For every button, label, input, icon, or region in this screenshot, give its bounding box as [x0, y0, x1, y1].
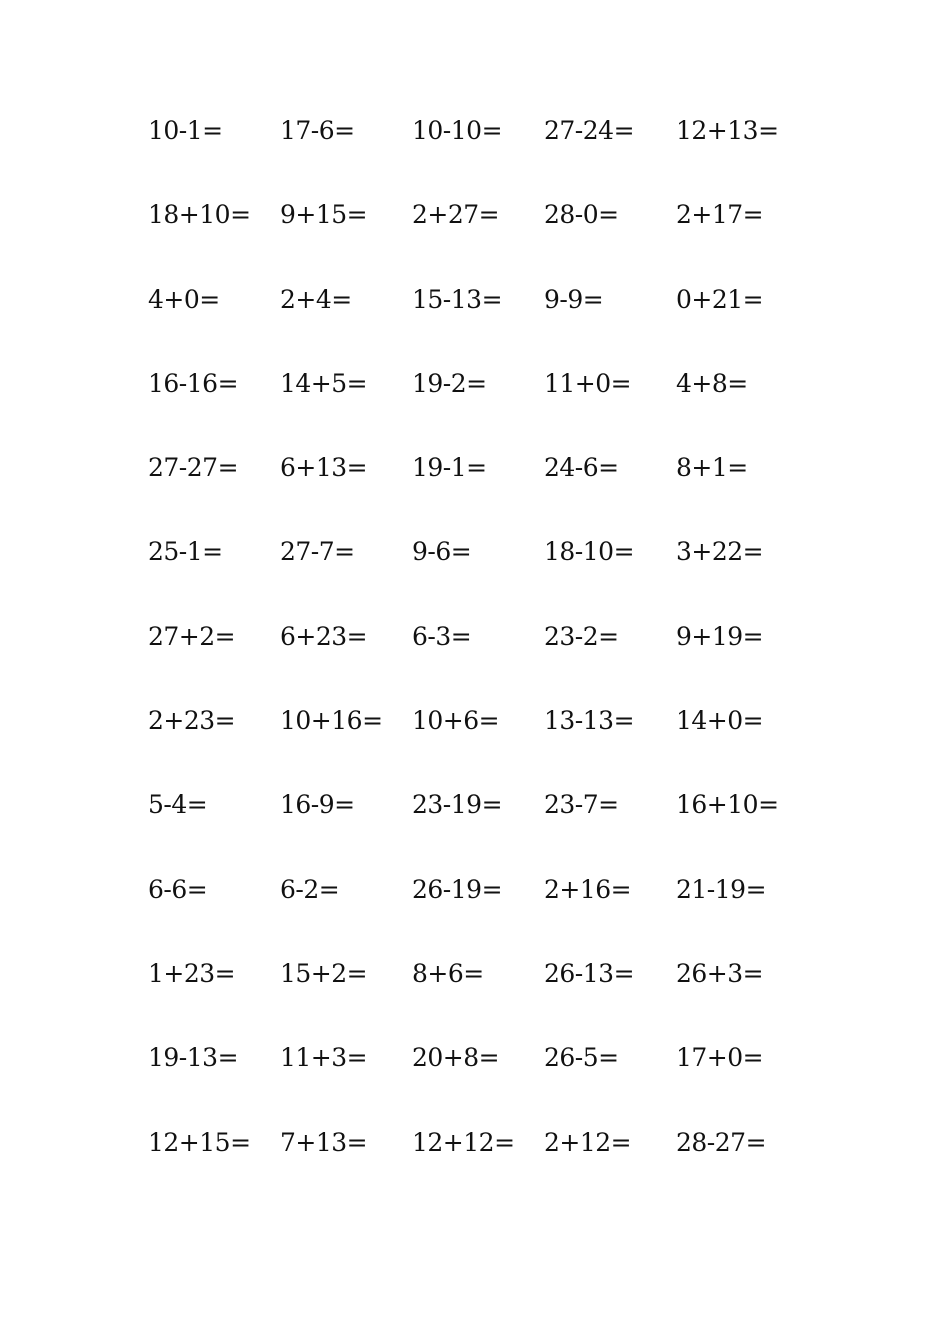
math-problem: 9-9=: [544, 284, 604, 314]
math-problem: 27+2=: [148, 621, 236, 651]
math-problem: 10-10=: [412, 116, 503, 145]
math-problem: 24-6=: [544, 453, 619, 483]
math-problem: 18+10=: [148, 200, 251, 230]
math-problem: 10+16=: [280, 706, 383, 736]
math-problem: 2+23=: [148, 706, 236, 736]
math-problem: 11+3=: [280, 1043, 368, 1073]
math-problem: 17-6=: [280, 116, 355, 145]
math-problem: 26-13=: [544, 958, 635, 988]
math-problem: 2+16=: [544, 874, 632, 904]
math-problem: 10-1=: [148, 116, 223, 145]
math-problem: 16-9=: [280, 790, 355, 820]
math-problem: 2+27=: [412, 200, 500, 230]
problem-row: [148, 867, 808, 951]
math-problem: 28-27=: [676, 1127, 767, 1157]
math-problem: 9-6=: [412, 537, 472, 567]
problem-row: [148, 361, 808, 445]
math-problem: 16-16=: [148, 368, 239, 398]
math-problem: 15+2=: [280, 958, 368, 988]
problem-row: [148, 192, 808, 276]
math-problem: 2+17=: [676, 200, 764, 230]
problem-row: [148, 1035, 808, 1119]
math-problem: 8+1=: [676, 453, 748, 483]
math-problem: 0+21=: [676, 284, 764, 314]
problem-row: [148, 1120, 808, 1204]
math-problem: 26+3=: [676, 958, 764, 988]
math-problem: 6+13=: [280, 453, 368, 483]
problem-row: [148, 277, 808, 361]
math-problem: 18-10=: [544, 537, 635, 567]
math-problem: 12+12=: [412, 1127, 515, 1157]
math-problem: 28-0=: [544, 200, 619, 230]
math-problem: 14+5=: [280, 368, 368, 398]
math-problem: 23-19=: [412, 790, 503, 820]
problem-row: [148, 529, 808, 613]
math-problem: 9+15=: [280, 200, 368, 230]
problem-row: [148, 108, 808, 192]
math-problem: 4+0=: [148, 284, 220, 314]
math-problem: 3+22=: [676, 537, 764, 567]
math-problem: 6+23=: [280, 621, 368, 651]
math-problem: 6-2=: [280, 874, 340, 904]
problem-grid: [148, 108, 808, 1204]
math-problem: 25-1=: [148, 537, 223, 567]
math-problem: 12+15=: [148, 1127, 251, 1157]
math-problem: 12+13=: [676, 116, 779, 145]
math-problem: 1+23=: [148, 958, 236, 988]
math-problem: 14+0=: [676, 706, 764, 736]
math-problem: 21-19=: [676, 874, 767, 904]
math-problem: 19-13=: [148, 1043, 239, 1073]
math-problem: 27-7=: [280, 537, 355, 567]
math-problem: 26-5=: [544, 1043, 619, 1073]
math-problem: 4+8=: [676, 368, 748, 398]
problem-row: [148, 951, 808, 1035]
math-problem: 16+10=: [676, 790, 779, 820]
math-problem: 27-27=: [148, 453, 239, 483]
math-problem: 13-13=: [544, 706, 635, 736]
math-problem: 10+6=: [412, 706, 500, 736]
math-problem: 19-1=: [412, 453, 487, 483]
math-problem: 8+6=: [412, 958, 484, 988]
math-problem: 5-4=: [148, 790, 208, 820]
math-problem: 23-2=: [544, 621, 619, 651]
math-problem: 15-13=: [412, 284, 503, 314]
math-problem: 26-19=: [412, 874, 503, 904]
math-problem: 19-2=: [412, 368, 487, 398]
math-problem: 20+8=: [412, 1043, 500, 1073]
math-problem: 2+12=: [544, 1127, 632, 1157]
math-problem: 7+13=: [280, 1127, 368, 1157]
problem-row: [148, 445, 808, 529]
math-problem: 2+4=: [280, 284, 352, 314]
math-problem: 11+0=: [544, 368, 632, 398]
math-problem: 6-3=: [412, 621, 472, 651]
problem-row: [148, 614, 808, 698]
problem-row: [148, 698, 808, 782]
math-problem: 17+0=: [676, 1043, 764, 1073]
math-problem: 27-24=: [544, 116, 635, 145]
math-problem: 6-6=: [148, 874, 208, 904]
problem-row: [148, 782, 808, 866]
math-problem: 23-7=: [544, 790, 619, 820]
math-problem: 9+19=: [676, 621, 764, 651]
